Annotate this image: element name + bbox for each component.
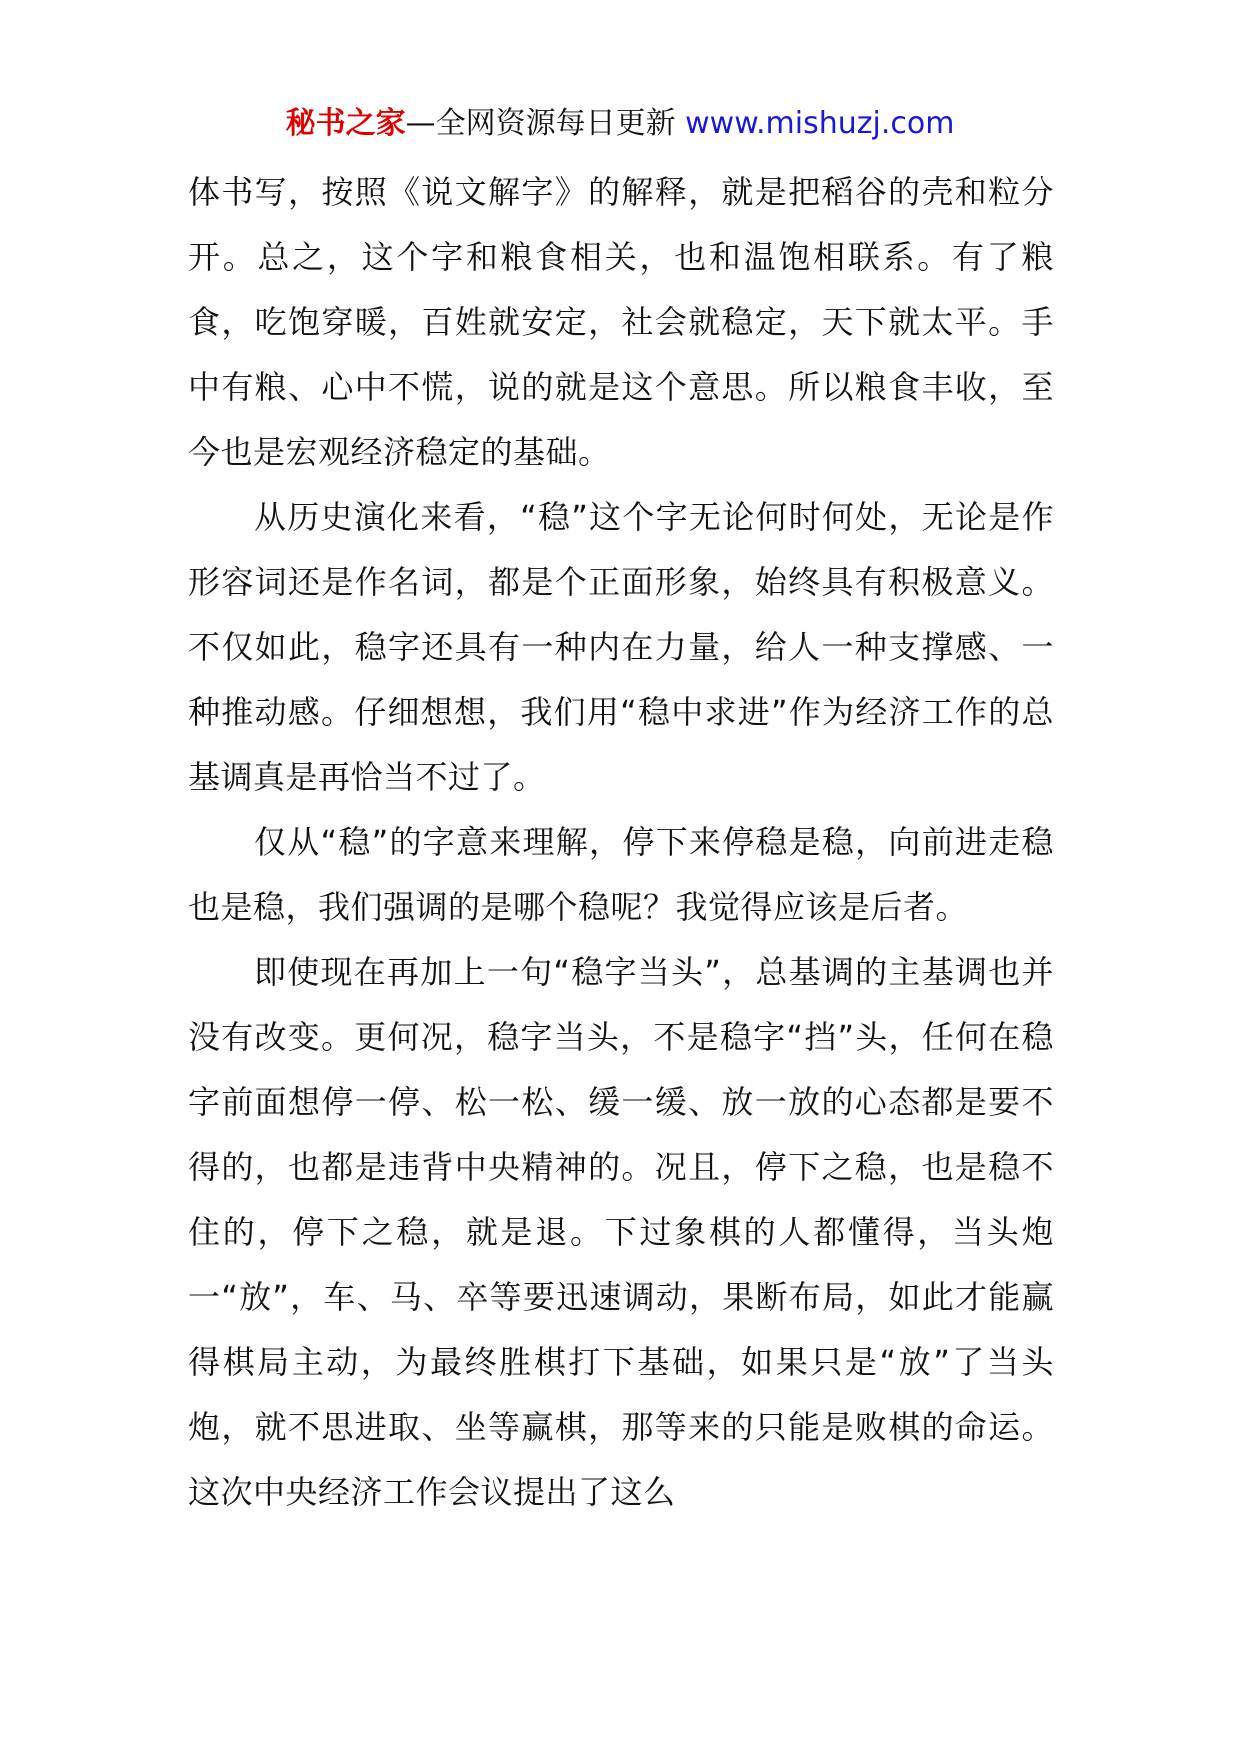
site-tagline: —全网资源每日更新 xyxy=(405,106,676,141)
site-brand: 秘书之家 xyxy=(285,106,406,141)
paragraph-1: 体书写，按照《说文解字》的解释，就是把稻谷的壳和粒分开。总之，这个字和粮食相关，也和温饱相联系。有了粮食，吃饱穿暖，百姓就安定，社会就稳定，天下就太平。手中有粮、心中不慌，说的就是这个意思。所以粮食丰收，至今也是宏观经济稳定的基础。 xyxy=(188,173,1054,471)
paragraph-2: 从历史演化来看，“稳”这个字无论何时何处，无论是作形容词还是作名词，都是个正面形象，始终具有积极意义。不仅如此，稳字还具有一种内在力量，给人一种支撑感、一种推动感。仔细想想，我们用“稳中求进”作为经济工作的总基调真是再恰当不过了。 xyxy=(188,498,1054,796)
document-body xyxy=(188,160,1054,1525)
paragraph-4: 即使现在再加上一句“稳字当头”，总基调的主基调也并没有改变。更何况，稳字当头，不是稳字“挡”头，任何在稳字前面想停一停、松一松、缓一缓、放一放的心态都是要不得的，也都是违背中央精神的。况且，停下之稳，也是稳不住的，停下之稳，就是退。下过象棋的人都懂得，当头炮一“放”，车、马、卒等要迅速调动，果断布局，如此才能赢得棋局主动，为最终胜棋打下基础，如果只是“放”了当头炮，就不思进取、坐等赢棋，那等来的只能是败棋的命运。这次中央经济工作会议提出了这么 xyxy=(188,953,1054,1511)
paragraph-3: 仅从“稳”的字意来理解，停下来停稳是稳，向前进走稳也是稳，我们强调的是哪个稳呢？我觉得应该是后者。 xyxy=(188,823,1054,926)
page-header xyxy=(0,102,1240,146)
site-url-link[interactable]: www.mishuzj.com xyxy=(685,106,955,141)
